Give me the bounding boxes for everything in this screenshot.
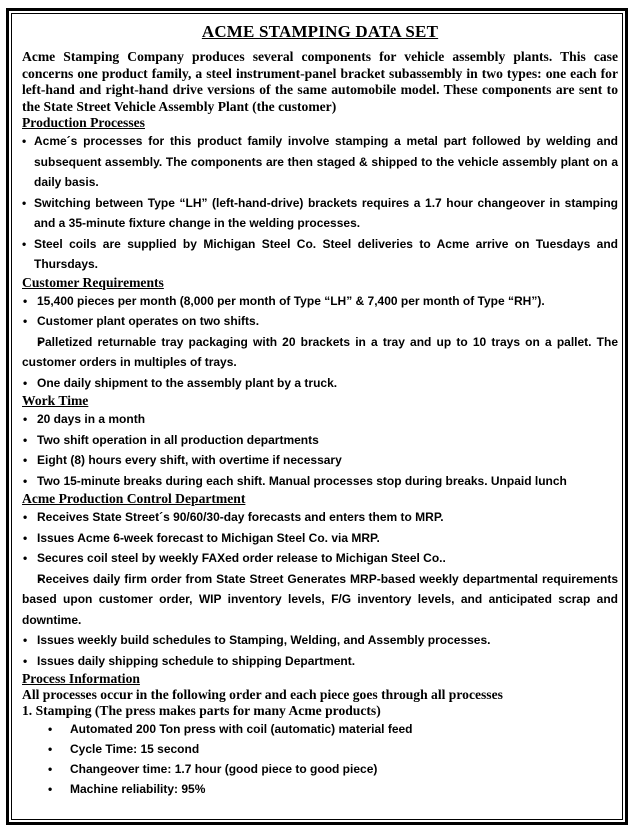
process-step-stamping: 1. Stamping (The press makes parts for many Acme products) xyxy=(22,703,381,718)
section-heading-process: Process Information xyxy=(22,671,140,686)
section-heading-worktime: Work Time xyxy=(22,393,89,408)
list-item: • Automated 200 Ton press with coil (automatic) material feed xyxy=(22,719,618,739)
document-body xyxy=(22,20,618,799)
list-item: • Customer plant operates on two shifts. xyxy=(22,311,618,332)
intro-paragraph: Acme Stamping Company produces several components for vehicle assembly plants. This case concerns one product family, a steel instrument-panel bracket subassembly in two types: one each for left-hand and right-hand drive versions of the same automobile model. These components are sent to the State Street Vehicle Assembly Plant (the customer) xyxy=(22,49,618,114)
process-intro-line: All processes occur in the following order and each piece goes through all processes xyxy=(22,687,503,702)
list-item: • Two 15-minute breaks during each shift. Manual processes stop during breaks. Unpaid lunch xyxy=(22,471,618,492)
list-item: • Switching between Type “LH” (left-hand-drive) brackets requires a 1.7 hour changeover in stamping and a 35-minute fixture change in the welding processes. xyxy=(22,193,618,234)
worktime-list xyxy=(22,409,618,491)
stamping-list xyxy=(22,719,618,799)
document-title: ACME STAMPING DATA SET xyxy=(201,22,439,41)
list-item: • One daily shipment to the assembly plant by a truck. xyxy=(22,373,618,394)
list-item: • Receives daily firm order from State Street Generates MRP-based weekly departmental requirements based upon customer order, WIP inventory levels, F/G inventory levels, and anticipated scrap and downtime. xyxy=(22,569,618,631)
list-item: • Two shift operation in all production departments xyxy=(22,430,618,451)
production-list xyxy=(22,131,618,275)
list-item: • Steel coils are supplied by Michigan Steel Co. Steel deliveries to Acme arrive on Tuesdays and Thursdays. xyxy=(22,234,618,275)
section-heading-control: Acme Production Control Department xyxy=(22,491,246,506)
control-list xyxy=(22,507,618,671)
list-item: • Machine reliability: 95% xyxy=(22,779,618,799)
list-item: • Palletized returnable tray packaging with 20 brackets in a tray and up to 10 trays on a pallet. The customer orders in multiples of trays. xyxy=(22,332,618,373)
list-item: • Changeover time: 1.7 hour (good piece to good piece) xyxy=(22,759,618,779)
list-item: • Secures coil steel by weekly FAXed order release to Michigan Steel Co.. xyxy=(22,548,618,569)
list-item: • Eight (8) hours every shift, with overtime if necessary xyxy=(22,450,618,471)
customer-list xyxy=(22,291,618,394)
list-item: • Acme´s processes for this product family involve stamping a metal part followed by welding and subsequent assembly. The components are then staged & shipped to the vehicle assembly plant on a daily basis. xyxy=(22,131,618,193)
list-item: • Issues Acme 6-week forecast to Michigan Steel Co. via MRP. xyxy=(22,528,618,549)
section-heading-customer: Customer Requirements xyxy=(22,274,164,290)
list-item: • 15,400 pieces per month (8,000 per month of Type “LH” & 7,400 per month of Type “RH”). xyxy=(22,291,618,312)
list-item: • Issues weekly build schedules to Stamping, Welding, and Assembly processes. xyxy=(22,630,618,651)
list-item: • Cycle Time: 15 second xyxy=(22,739,618,759)
section-heading-production: Production Processes xyxy=(22,115,145,130)
list-item: • 20 days in a month xyxy=(22,409,618,430)
list-item: • Receives State Street´s 90/60/30-day forecasts and enters them to MRP. xyxy=(22,507,618,528)
list-item: • Issues daily shipping schedule to shipping Department. xyxy=(22,651,618,672)
